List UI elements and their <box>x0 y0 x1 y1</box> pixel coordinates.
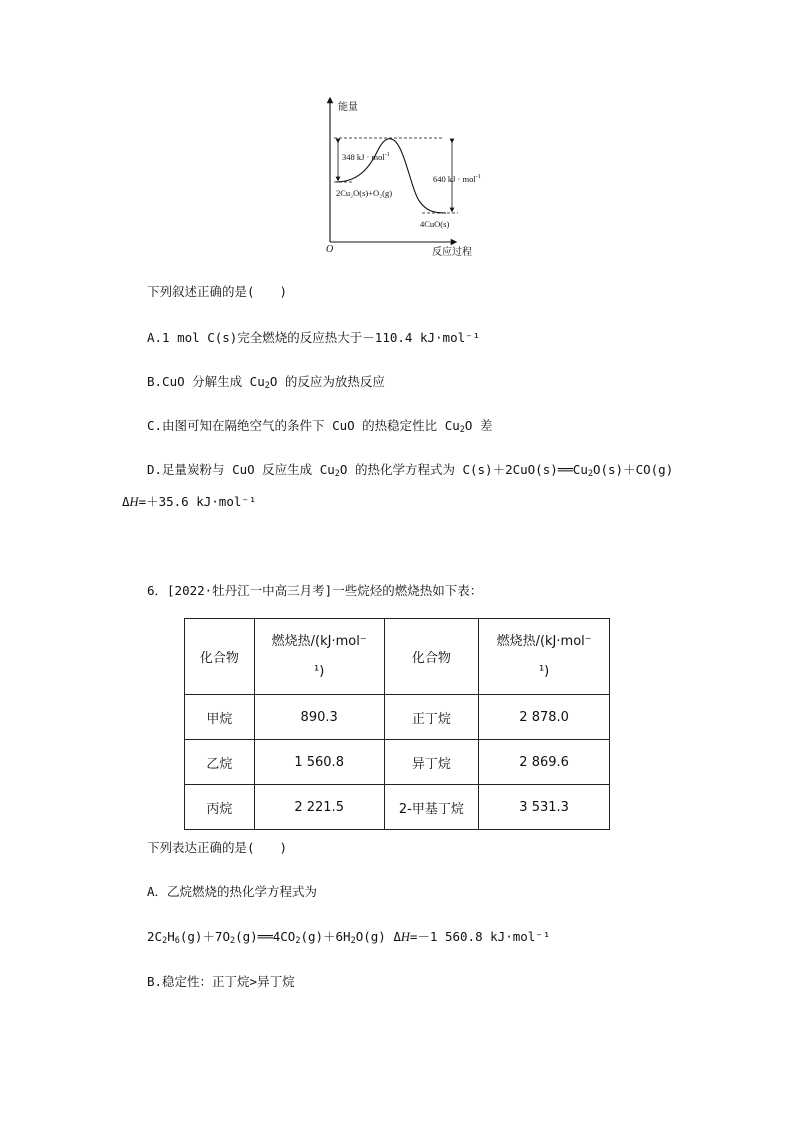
combustion-heat-table <box>184 618 610 830</box>
table-header-row <box>185 619 610 695</box>
q5-prompt: 下列叙述正确的是( ) <box>147 284 288 299</box>
cell-compound: 乙烷 <box>185 740 255 785</box>
q5-option-d-line2: ΔH=＋35.6 kJ·mol⁻¹ <box>122 494 257 509</box>
q6-title: 6．[2022·牡丹江一中高三月考]一些烷烃的燃烧热如下表： <box>147 583 483 598</box>
table-row <box>185 740 610 785</box>
q6-equation: $2C_2H_6(g)+7O_2(g)══4CO_2(g)+6H_2O(g)$ ΔH=－1 560.8 kJ·mol⁻¹ <box>147 929 551 946</box>
q5-option-c: C.由图可知在隔绝空气的条件下 CuO 的热稳定性比 $Cu_2O$ 差 <box>147 418 493 435</box>
table-row <box>185 695 610 740</box>
header-compound-1: 化合物 <box>185 619 255 695</box>
cell-compound: 异丁烷 <box>384 740 479 785</box>
header-heat-1: 燃烧热/(kJ·mol⁻ ¹) <box>254 619 384 695</box>
origin-label: O <box>326 244 334 255</box>
q5-option-d: D.足量炭粉与 CuO 反应生成 $Cu_2O$ 的热化学方程式为 $C(s)+2CuO(s)══Cu_2O(s)+CO(g)$ <box>147 462 674 479</box>
cell-compound: 2-甲基丁烷 <box>384 785 479 830</box>
cell-value: 2 869.6 <box>479 740 610 785</box>
reaction-curve <box>336 139 446 213</box>
cell-value: 3 531.3 <box>479 785 610 830</box>
energy-diagram <box>318 96 518 260</box>
product-label: 4CuO(s) <box>420 219 450 229</box>
label-348: 348 kJ · mol$^{-1}$ <box>342 152 390 162</box>
reactant-label: 2Cu₂O(s)+O₂(g) <box>336 188 393 198</box>
q6-option-b: B.稳定性：正丁烷>异丁烷 <box>147 974 295 989</box>
header-compound-2: 化合物 <box>384 619 479 695</box>
q6-option-a: A．乙烷燃烧的热化学方程式为 <box>147 884 318 899</box>
q5-option-b: B.CuO 分解生成 $Cu_2O$ 的反应为放热反应 <box>147 374 385 391</box>
cell-value: 1 560.8 <box>254 740 384 785</box>
q6-prompt: 下列表达正确的是( ) <box>147 840 288 855</box>
y-axis-label: 能量 <box>338 102 358 113</box>
x-axis-label: 反应过程 <box>432 247 472 258</box>
q5-option-a: A.1 mol C(s)完全燃烧的反应热大于－110.4 kJ·mol⁻¹ <box>147 330 481 345</box>
cell-value: 2 221.5 <box>254 785 384 830</box>
cell-compound: 丙烷 <box>185 785 255 830</box>
cell-value: 2 878.0 <box>479 695 610 740</box>
cell-compound: 甲烷 <box>185 695 255 740</box>
header-heat-2: 燃烧热/(kJ·mol⁻ ¹) <box>479 619 610 695</box>
cell-compound: 正丁烷 <box>384 695 479 740</box>
table-row <box>185 785 610 830</box>
cell-value: 890.3 <box>254 695 384 740</box>
label-640: 640 kJ · mol$^{-1}$ <box>433 174 481 184</box>
